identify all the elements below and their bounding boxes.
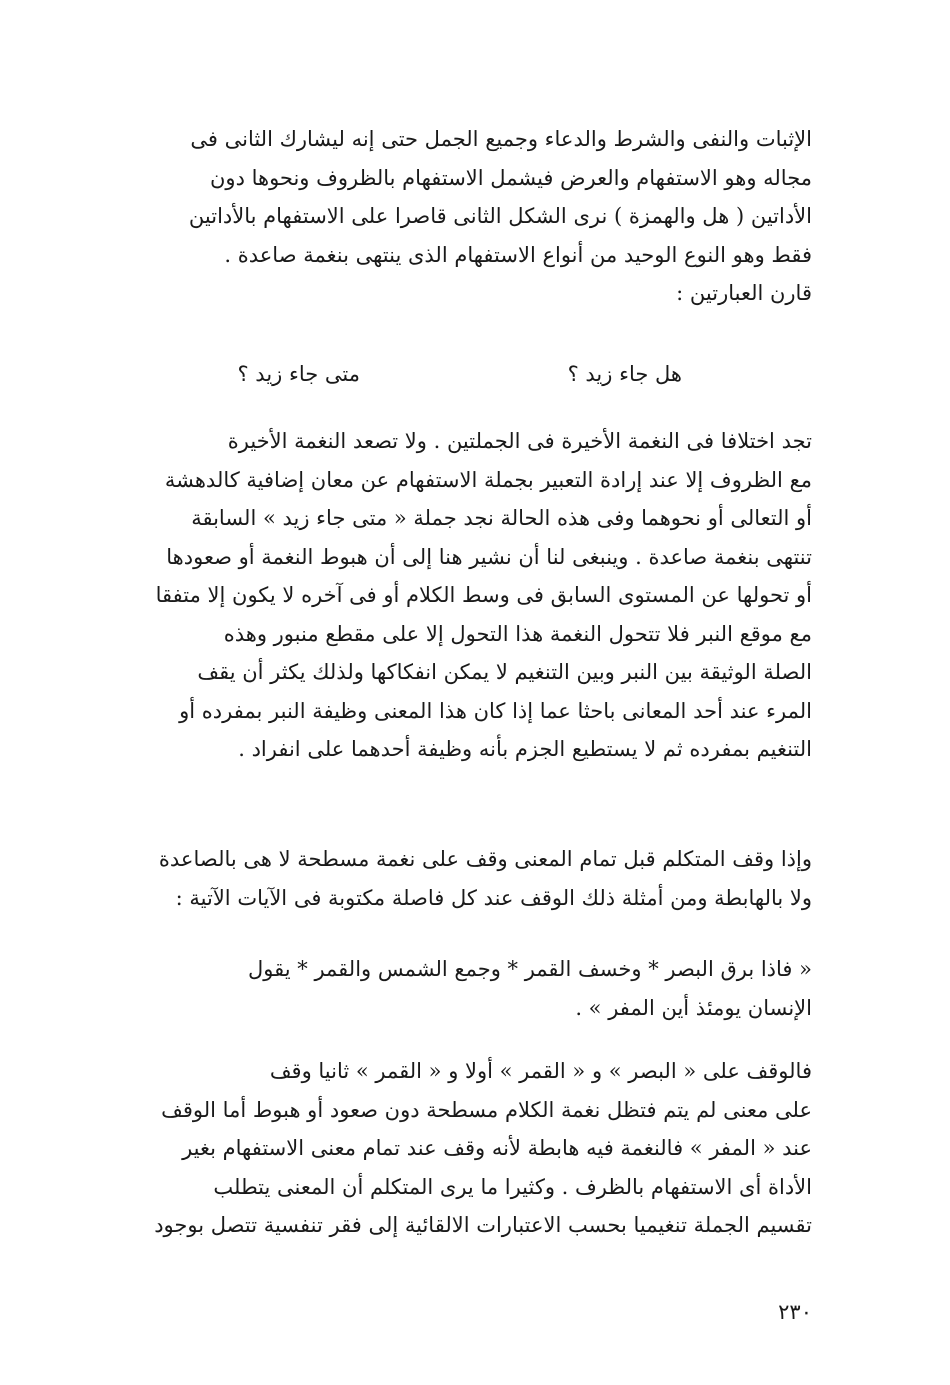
text-line: مع الظروف إلا عند إرادة التعبير بجملة الاستفهام عن معان إضافية كالدهشة: [164, 467, 812, 492]
example-question-hal: هل جاء زيد ؟: [567, 362, 682, 386]
text-line: وإذا وقف المتكلم قبل تمام المعنى وقف على نغمة مسطحة لا هى بالصاعدة: [158, 847, 812, 871]
text-line: ولا بالهابطة ومن أمثلة ذلك الوقف عند كل فاصلة مكتوبة فى الآيات الآتية :: [175, 885, 812, 910]
text-line: أو تحولها عن المستوى السابق فى وسط الكلام أو فى آخره لا يكون إلا متفقا: [155, 583, 812, 607]
text-line: أو التعالى أو نحوهما وفى هذه الحالة نجد جملة « متى جاء زيد » السابقة: [191, 506, 812, 530]
text-line: قارن العبارتين :: [676, 281, 812, 305]
text-line: مع موقع النبر فلا تتحول النغمة هذا التحول إلا على مقطع منبور وهذه: [223, 621, 812, 646]
example-question-mata: متى جاء زيد ؟: [237, 362, 360, 386]
text-line: تقسيم الجملة تنغيميا بحسب الاعتبارات الالقائية إلى فقر تنفسية تتصل بوجود: [154, 1213, 812, 1237]
quran-quote: [130, 950, 812, 1027]
text-line: « فاذا برق البصر * وخسف القمر * وجمع الشمس والقمر * يقول: [248, 957, 812, 981]
text-line: الإثبات والنفى والشرط والدعاء وجميع الجمل حتى إنه ليشارك الثانى فى: [190, 127, 812, 151]
paragraph-2: [130, 422, 812, 769]
text-line: التنغيم بمفرده ثم لا يستطيع الجزم بأنه وظيفة أحدهما على انفراد .: [238, 737, 812, 761]
text-line: فالوقف على « البصر » و « القمر » أولا و « القمر » ثانيا وقف: [269, 1059, 812, 1083]
text-line: مجاله وهو الاستفهام والعرض فيشمل الاستفهام بالظروف ونحوها دون: [210, 165, 812, 190]
example-sentences: [130, 362, 812, 402]
text-line: تنتهى بنغمة صاعدة . وينبغى لنا أن نشير هنا إلى أن هبوط النغمة أو صعودها: [166, 544, 812, 569]
paragraph-3: [130, 840, 812, 917]
text-line: عند « المفر » فالنغمة فيه هابطة لأنه وقف عند تمام معنى الاستفهام بغير: [182, 1136, 812, 1160]
text-line: على معنى لم يتم فتظل نغمة الكلام مسطحة دون صعود أو هبوط أما الوقف: [161, 1097, 812, 1122]
text-line: الإنسان يومئذ أين المفر » .: [575, 995, 812, 1020]
text-line: تجد اختلافا فى النغمة الأخيرة فى الجملتين . ولا تصعد النغمة الأخيرة: [227, 429, 812, 453]
paragraph-5: [130, 1052, 812, 1245]
text-line: الأداتين ( هل والهمزة ) نرى الشكل الثانى قاصرا على الاستفهام بالأداتين: [188, 204, 812, 228]
text-line: المرء عند أحد المعانى باحثا عما إذا كان هذا المعنى وظيفة النبر بمفرده أو: [179, 698, 812, 723]
text-line: فقط وهو النوع الوحيد من أنواع الاستفهام الذى ينتهى بنغمة صاعدة .: [224, 242, 812, 267]
text-line: الصلة الوثيقة بين النبر وبين التنغيم لا يمكن انفكاكها ولذلك يكثر أن يقف: [197, 660, 812, 684]
page-number: ٢٣٠: [778, 1300, 812, 1324]
text-line: الأداة أى الاستفهام بالظرف . وكثيرا ما يرى المتكلم أن المعنى يتطلب: [213, 1174, 812, 1199]
paragraph-1: [130, 120, 812, 313]
